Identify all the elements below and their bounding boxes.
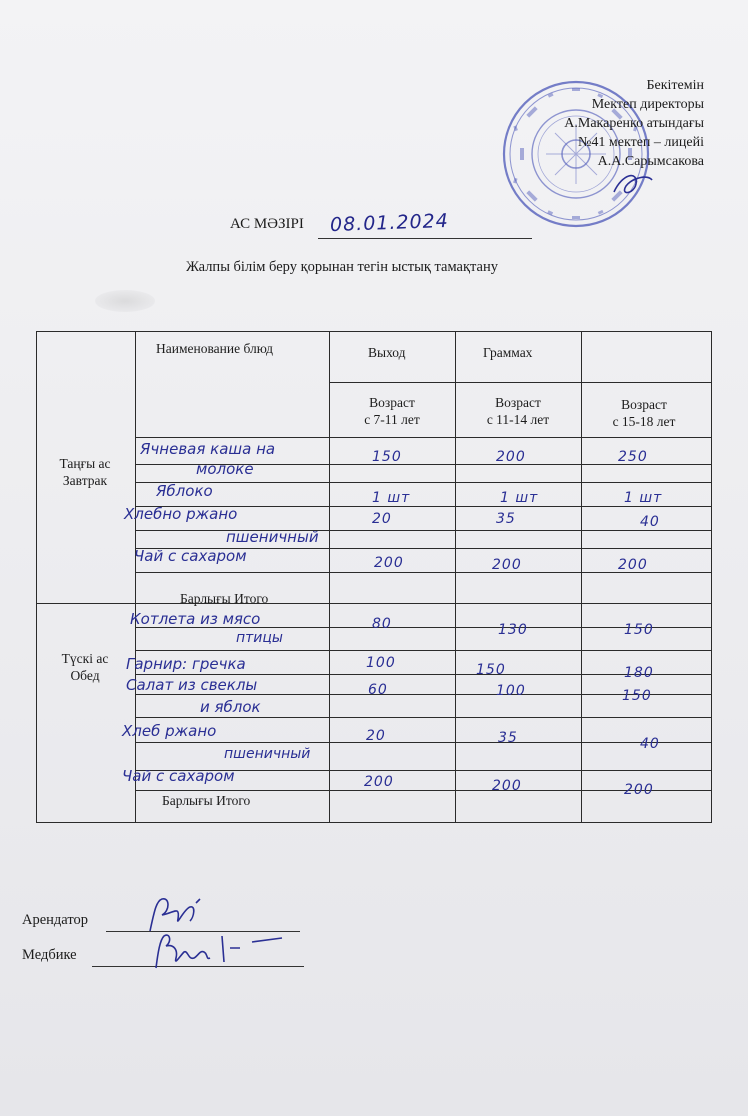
lunch-dish-1-v2: 130 [498,622,528,638]
header-age-15-18: Возраст с 15-18 лет [612,397,676,429]
lunch-dish-1-line2: птицы [236,630,283,646]
date-underline [318,238,532,239]
breakfast-dish-2-v1: 1 шт [372,490,411,506]
lunch-dish-3-line1: Салат из свеклы [126,676,258,694]
breakfast-dish-3-v1: 20 [372,511,392,527]
breakfast-dish-3-v2: 35 [496,511,516,527]
meal-label-breakfast: Таңғы ас Завтрак [59,456,111,488]
nurse-label: Медбике [22,947,77,963]
breakfast-dish-3-line2: пшеничный [226,528,319,546]
breakfast-dish-3-v3: 40 [640,514,660,530]
director-signature [608,166,658,200]
breakfast-total-label: Барлығы Итого [180,591,269,606]
breakfast-dish-3-line1: Хлебно ржано [124,505,238,523]
breakfast-dish-2-v3: 1 шт [624,490,663,506]
lunch-dish-5-v1: 200 [364,774,394,790]
breakfast-dish-1-v3: 250 [618,449,648,465]
table-grid-line [135,742,711,743]
header-dish-name: Наименование блюд [156,341,274,356]
approval-school-number: №41 мектеп – лицейі [578,135,704,150]
approval-heading: Бекітемін [646,78,704,93]
breakfast-dish-4-v2: 200 [492,557,522,573]
breakfast-dish-2: Яблоко [156,482,213,500]
lunch-dish-5-v2: 200 [492,778,522,794]
lunch-dish-3-v1: 60 [368,682,388,698]
table-grid-line [135,530,711,531]
tenant-label: Арендатор [22,912,89,928]
lunch-dish-4-v2: 35 [498,730,518,746]
lunch-dish-5: Чай с сахаром [122,767,235,785]
lunch-dish-2-v3: 180 [624,665,654,681]
table-grid-line [135,650,711,651]
lunch-dish-3-line2: и яблок [200,698,261,716]
approval-director-name: А.А.Сарымсакова [597,154,704,169]
lunch-dish-4-line1: Хлеб ржано [122,722,217,740]
lunch-dish-4-v3: 40 [640,736,660,752]
meal-label-lunch: Түскі ас Обед [61,651,109,683]
breakfast-dish-1-v2: 200 [496,449,526,465]
breakfast-dish-1-line1: Ячневая каша на [140,440,276,458]
menu-date: 08.01.2024 [329,209,450,237]
menu-subtitle: Жалпы білім беру қорынан тегін ыстық тамақтану [186,259,498,275]
lunch-total-label: Барлығы Итого [162,793,251,808]
breakfast-dish-4: Чай с сахаром [134,547,247,565]
lunch-dish-2-v2: 150 [476,662,506,678]
table-grid-line [135,332,136,822]
table-grid-line [135,717,711,718]
lunch-dish-2: Гарнир: гречка [126,655,246,673]
header-output: Выход [368,345,406,360]
lunch-dish-3-v3: 150 [622,688,652,704]
approval-school-name: А.Макаренко атындағы [564,116,704,131]
paper-smudge [95,290,155,312]
approval-block [564,76,704,171]
lunch-dish-2-v1: 100 [366,655,396,671]
nurse-signature [148,928,288,976]
header-grams: Граммах [483,345,533,360]
breakfast-dish-4-v3: 200 [618,557,648,573]
breakfast-dish-1-v1: 150 [372,449,402,465]
table-grid-line [329,382,711,383]
lunch-dish-1-v3: 150 [624,622,654,638]
lunch-dish-4-v1: 20 [366,728,386,744]
table-grid-line [37,603,711,604]
table-grid-line [135,482,711,483]
lunch-dish-1-line1: Котлета из мясо [130,610,261,628]
header-age-7-11: Возраст с 7-11 лет [364,395,420,427]
table-grid-line [135,437,711,438]
lunch-dish-5-v3: 200 [624,782,654,798]
lunch-dish-3-v2: 100 [496,683,526,699]
header-age-11-14: Возраст с 11-14 лет [486,395,550,427]
breakfast-dish-1-line2: молоке [196,460,254,478]
lunch-dish-4-line2: пшеничный [224,746,311,762]
lunch-dish-1-v1: 80 [372,616,392,632]
breakfast-dish-2-v2: 1 шт [500,490,539,506]
menu-title: АС МӘЗІРІ [230,216,304,232]
breakfast-dish-4-v1: 200 [374,555,404,571]
approval-position: Мектеп директоры [591,97,704,112]
